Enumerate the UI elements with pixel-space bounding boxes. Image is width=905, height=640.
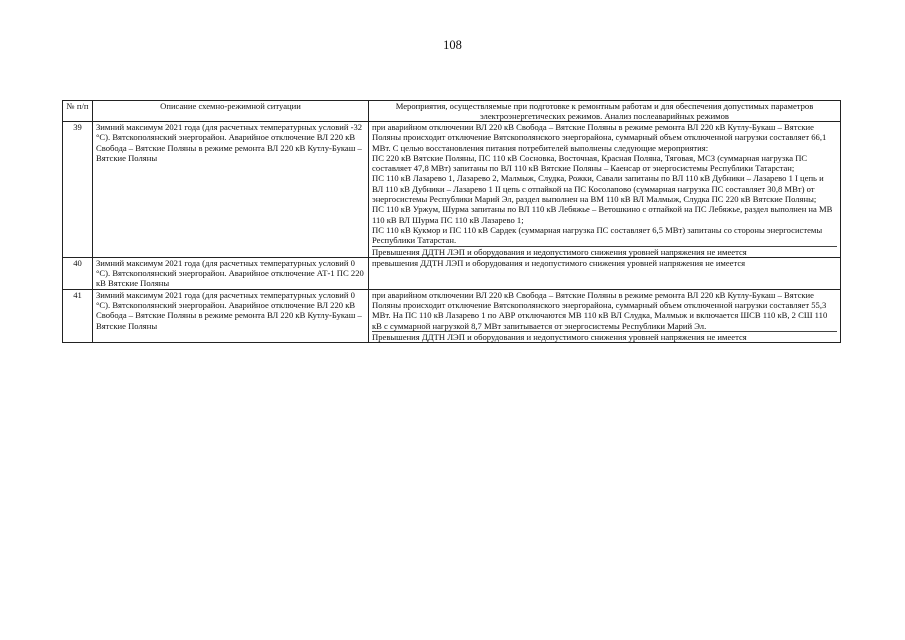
page-number: 108 [443,38,462,52]
measures-cell [369,289,841,342]
header-measures: Мероприятия, осуществляемые при подготовке к ремонтным работам и для обеспечения допустимых параметров электроэнергетических режимов. Анализ послеаварийных режимов [369,101,841,122]
situation-description: Зимний максимум 2021 года (для расчетных температурных условий 0 °С). Вятскополянский энергорайон. Аварийное отключение АТ-1 ПС 220 кВ Вятские Поляны [93,257,369,289]
measures-table [62,100,841,343]
conclusion-text: Превышения ДДТН ЛЭП и оборудования и недопустимого снижения уровней напряжения не имеется [372,331,837,342]
conclusion-text: Превышения ДДТН ЛЭП и оборудования и недопустимого снижения уровней напряжения не имеется [372,246,837,257]
row-number: 40 [63,257,93,289]
row-number: 39 [63,122,93,258]
measure-paragraph: ПС 110 кВ Лазарево 1, Лазарево 2, Малмыж, Слудка, Рожки, Савали запитаны по ВЛ 110 кВ Дубники – Лазарево 1 I цепь и ВЛ 110 кВ Дубники – Лазарево 1 II цепь с отпайкой на ПС Косолапово (суммарная нагрузка ПС составляет 30,8 МВт) от энергосистемы Республики Марий Эл, раздел выполнен на ВМ 110 кВ ВЛ Малмыж, Слудка ПС 220 кВ Вятские Поляны; [372,173,824,205]
measure-paragraph: ПС 220 кВ Вятские Поляны, ПС 110 кВ Сосновка, Восточная, Красная Поляна, Тяговая, МСЗ (суммарная нагрузка ПС составляет 47,8 МВт) запитаны по ВЛ 110 кВ Вятские Поляны – Каенсар от энергосистемы Республики Татарстан; [372,152,808,174]
situation-description: Зимний максимум 2021 года (для расчетных температурных условий 0 °С). Вятскополянский энергорайон. Аварийное отключение ВЛ 220 кВ Свобода – Вятские Поляны в режиме ремонта ВЛ 220 кВ Кутлу-Букаш – Вятские Поляны [93,289,369,342]
situation-description: Зимний максимум 2021 года (для расчетных температурных условий -32 °С). Вятскополянский энергорайон. Аварийное отключение ВЛ 220 кВ Свобода – Вятские Поляны в режиме ремонта ВЛ 220 кВ Кутлу-Букаш – Вятские Поляны [93,122,369,258]
table-row [63,257,841,289]
table-row [63,122,841,258]
measures-cell [369,122,841,258]
measure-paragraph: превышения ДДТН ЛЭП и оборудования и недопустимого снижения уровней напряжения не имеется [372,257,746,268]
measure-paragraph: при аварийном отключении ВЛ 220 кВ Свобода – Вятские Поляны в режиме ремонта ВЛ 220 кВ Кутлу-Букаш – Вятские Поляны происходит отключение Вятскополянского энергорайона, суммарный объем отключенной нагрузки составляет 66,1 МВт. С целью восстановления питания потребителей выполнены следующие мероприятия: [372,122,827,153]
row-number: 41 [63,289,93,342]
measure-paragraph: при аварийном отключении ВЛ 220 кВ Свобода – Вятские Поляны в режиме ремонта ВЛ 220 кВ Кутлу-Букаш – Вятские Поляны происходит отключение Вятскополянского энергорайона, суммарный объем отключенной нагрузки составляет 55,3 МВт. На ПС 110 кВ Лазарево 1 по АВР отключаются МВ 110 кВ ВЛ Слудка, Малмыж и включается ШСВ 110 кВ, 2 СШ 110 кВ с суммарной нагрузкой 8,7 МВт запитывается от энергосистемы Республики Марий Эл. [372,289,828,331]
measure-paragraph: ПС 110 кВ Уржум, Шурма запитаны по ВЛ 110 кВ Лебяжье – Ветошкино с отпайкой на ПС Лебяжье, раздел выполнен на МВ 110 кВ ВЛ Шурма ПС 110 кВ Лазарево 1; [372,204,833,225]
measures-cell [369,257,841,289]
measure-paragraph: ПС 110 кВ Кукмор и ПС 110 кВ Сардек (суммарная нагрузка ПС составляет 6,5 МВт) запитаны со стороны энергосистемы Республики Татарстан. [372,224,823,246]
header-description: Описание схемно-режимной ситуации [93,101,369,122]
table-header-row [63,101,841,122]
header-num: № п/п [63,101,93,122]
table-row [63,289,841,342]
